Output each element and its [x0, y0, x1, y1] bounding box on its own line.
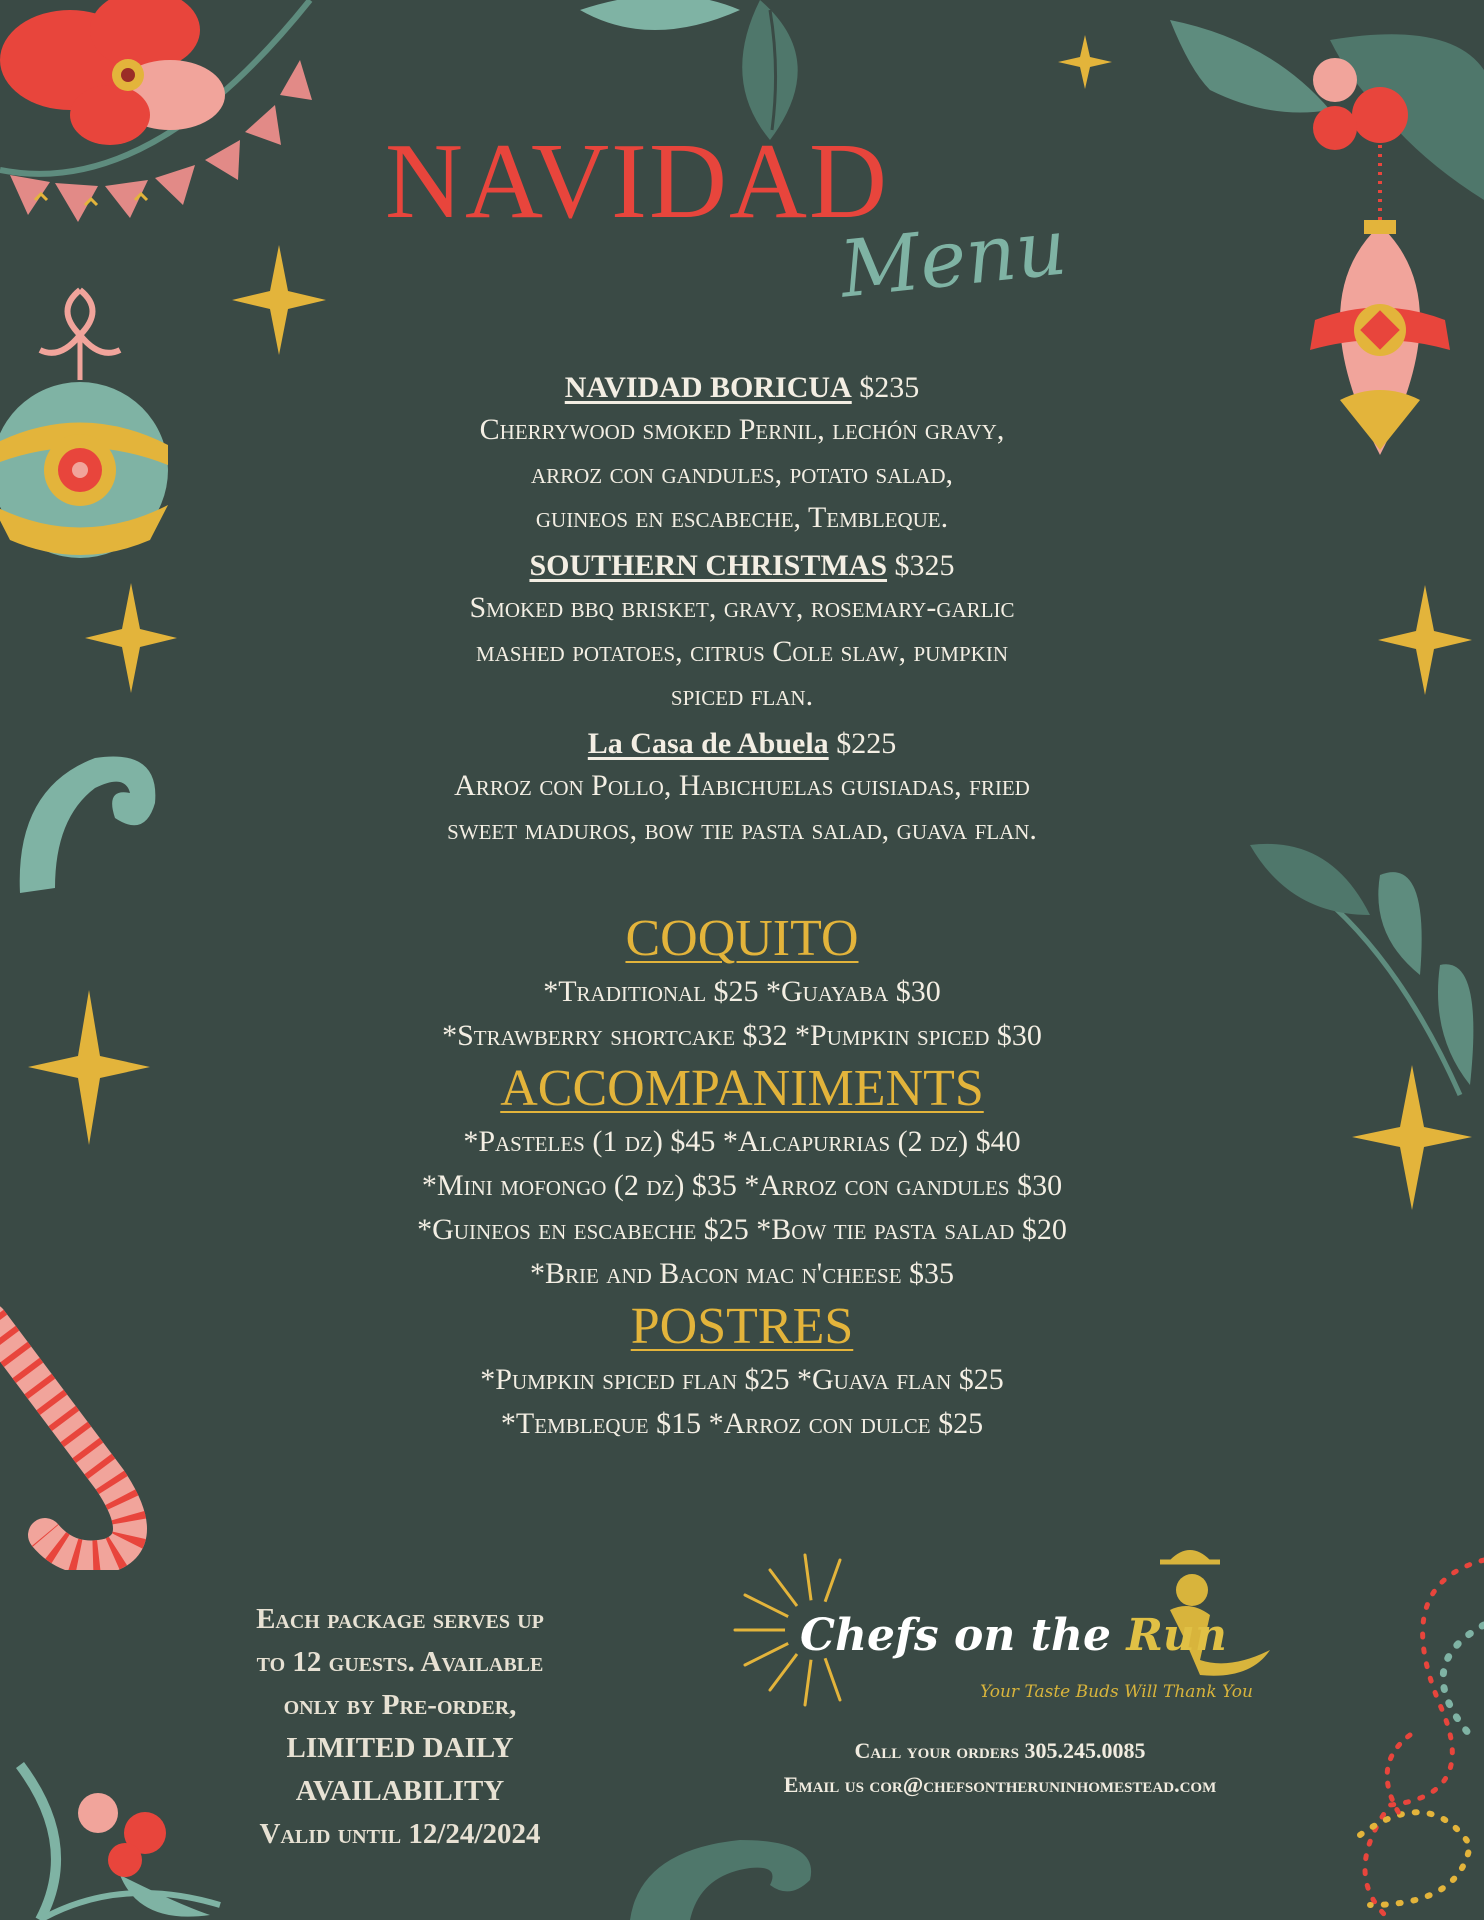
star-icon: [1058, 35, 1112, 89]
leaf-icon: [620, 1830, 830, 1920]
package-description: guineos en escabeche, Tembleque.: [535, 501, 949, 534]
star-icon: [85, 583, 177, 693]
package-description: Arroz con Pollo, Habichuelas guisiadas, fried: [454, 769, 1030, 802]
section-title: POSTRES: [630, 1298, 854, 1355]
ornament-icon: [1310, 220, 1450, 455]
menu-line: *Guineos en escabeche $25 *Bow tie pasta salad $20: [417, 1213, 1067, 1246]
star-icon: [232, 245, 326, 355]
menu-line: *Pumpkin spiced flan $25 *Guava flan $25: [480, 1363, 1004, 1396]
package-price: $325: [894, 549, 955, 582]
email-line: Email us cor@chefsontheruninhomestead.com: [783, 1772, 1217, 1797]
ornament-icon: [0, 280, 180, 570]
package-description: mashed potatoes, citrus Cole slaw, pumpkin: [476, 635, 1008, 668]
package-description: Smoked bbq brisket, gravy, rosemary-garlic: [469, 591, 1015, 624]
menu-line: *Strawberry shortcake $32 *Pumpkin spiced $30: [442, 1019, 1042, 1052]
package-description: arroz con gandules, potato salad,: [530, 457, 954, 490]
package-description: sweet maduros, bow tie pasta salad, guava flan.: [447, 813, 1037, 846]
package-description: spiced flan.: [670, 679, 814, 712]
leaf-icon: [1250, 835, 1484, 1100]
logo-name: Chefs on the Run: [800, 1610, 1227, 1661]
notice-line: LIMITED DAILY: [286, 1732, 514, 1764]
availability-notice: [180, 1598, 620, 1856]
menu-line: *Mini mofongo (2 dz) $35 *Arroz con gandules $30: [421, 1169, 1063, 1202]
candy-cane-icon: [0, 1300, 170, 1570]
menu-line: *Tembleque $15 *Arroz con dulce $25: [500, 1407, 984, 1440]
bead-garland-icon: [1330, 1545, 1484, 1920]
package-description: Cherrywood smoked Pernil, lechón gravy,: [479, 413, 1005, 446]
page-subtitle: Menu: [835, 202, 1071, 316]
package-price: $225: [836, 727, 897, 760]
notice-line: Valid until 12/24/2024: [259, 1818, 541, 1850]
notice-line: Each package serves up: [256, 1603, 544, 1635]
logo-tagline: Your Taste Buds Will Thank You: [980, 1682, 1253, 1702]
package-price: $235: [859, 371, 920, 404]
package-la-casa-de-abuela: [250, 724, 1234, 852]
contact-info: [650, 1734, 1350, 1802]
section-coquito: [250, 908, 1234, 1058]
star-icon: [1378, 585, 1472, 695]
notice-line: only by Pre-order,: [283, 1689, 517, 1721]
phone-line: Call your orders 305.245.0085: [854, 1738, 1146, 1763]
section-title: COQUITO: [625, 910, 859, 967]
section-postres: [250, 1296, 1234, 1446]
star-icon: [28, 990, 150, 1145]
menu-line: *Brie and Bacon mac n'cheese $35: [529, 1257, 955, 1290]
page-title: NAVIDAD: [385, 122, 890, 241]
brand-logo: [730, 1540, 1300, 1720]
poinsettia-icon: [0, 0, 360, 240]
section-accompaniments: [250, 1058, 1234, 1296]
leaf-icon: [15, 748, 160, 898]
package-name: La Casa de Abuela: [587, 727, 829, 760]
menu-content: [250, 362, 1234, 1446]
package-southern-christmas: [250, 546, 1234, 718]
package-name: SOUTHERN CHRISTMAS: [529, 549, 888, 582]
package-name: NAVIDAD BORICUA: [564, 371, 852, 404]
section-title: ACCOMPANIMENTS: [500, 1060, 984, 1117]
notice-line: to 12 guests. Available: [256, 1646, 544, 1678]
notice-line: AVAILABILITY: [295, 1775, 505, 1807]
menu-line: *Traditional $25 *Guayaba $30: [543, 975, 941, 1008]
package-navidad-boricua: [250, 368, 1234, 540]
menu-line: *Pasteles (1 dz) $45 *Alcapurrias (2 dz) $40: [463, 1125, 1021, 1158]
